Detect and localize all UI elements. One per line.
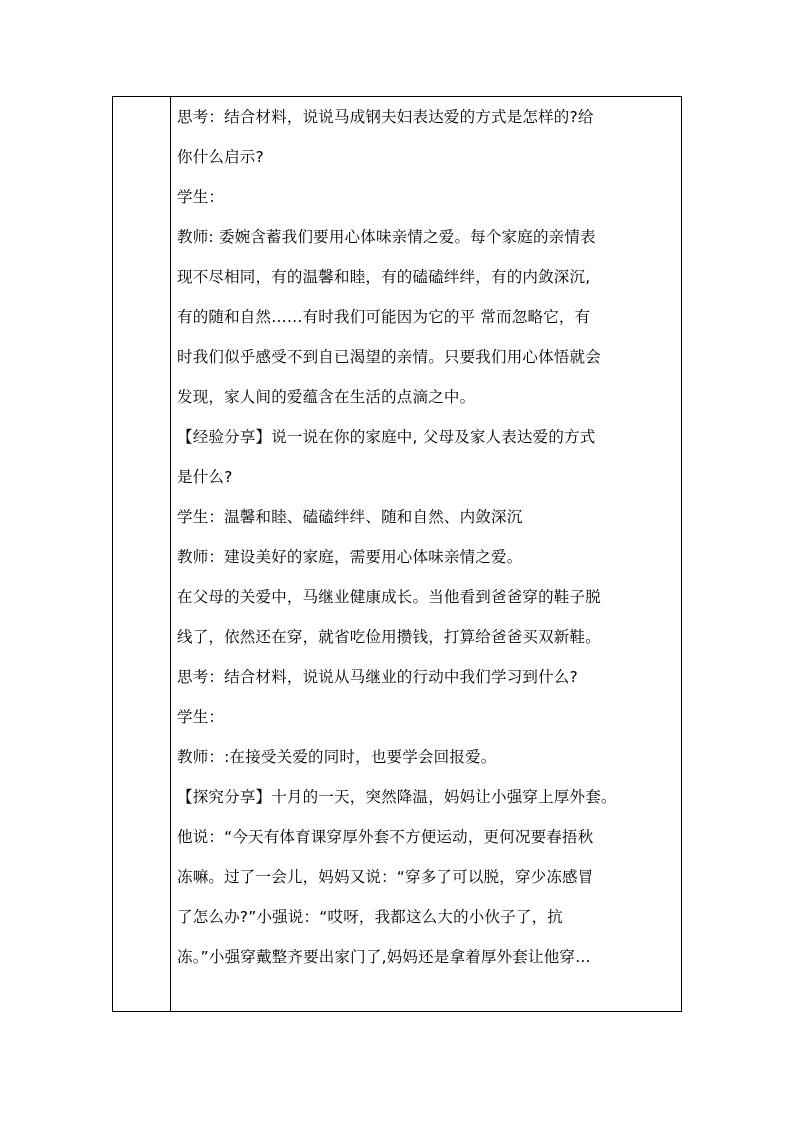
text-line: 冻嘛。过了一会儿，妈妈又说：“穿多了可以脱，穿少冻感冒 xyxy=(177,868,594,886)
text-line: 在父母的关爱中，马继业健康成长。当他看到爸爸穿的鞋子脱 xyxy=(177,588,601,606)
text-line: 教师：建设美好的家庭，需要用心体味亲情之爱。 xyxy=(177,548,523,566)
text-line: 发现，家人间的爱蕴含在生活的点滴之中。 xyxy=(177,388,476,406)
text-line: 是什么? xyxy=(177,468,233,486)
text-line: 【经验分享】说一说在你的家庭中, 父母及家人表达爱的方式 xyxy=(177,428,596,446)
text-line: 线了，依然还在穿，就省吃俭用攒钱，打算给爸爸买双新鞋。 xyxy=(177,628,601,646)
column-divider xyxy=(170,97,171,1011)
lesson-table xyxy=(112,96,682,1012)
text-line: 思考：结合材料，说说从马继业的行动中我们学习到什么? xyxy=(177,668,578,686)
text-line: 现不尽相同，有的温馨和睦，有的磕磕绊绊，有的内敛深沉, xyxy=(177,268,591,286)
text-line: 时我们似乎感受不到自已渴望的亲情。只要我们用心体悟就会 xyxy=(177,348,601,366)
text-line: 学生： xyxy=(177,708,225,726)
text-line: 你什么启示? xyxy=(177,148,264,166)
text-line: 了怎么办?”小强说：“哎呀，我都这么大的小伙子了，抗 xyxy=(177,908,563,926)
text-line: 他说：“今天有体育课穿厚外套不方便运动，更何况要春捂秋 xyxy=(177,828,594,846)
text-line: 有的随和自然……有时我们可能因为它的平 常而忽略它，有 xyxy=(177,308,591,326)
text-line: 学生： xyxy=(177,188,225,206)
text-line: 【探究分享】十月的一天，突然降温，妈妈让小强穿上厚外套。 xyxy=(177,788,617,806)
text-line: 教师: 委婉含蓄我们要用心体味亲情之爱。每个家庭的亲情表 xyxy=(177,228,596,246)
text-line: 冻。”小强穿戴整齐要出家门了,妈妈还是拿着厚外套让他穿… xyxy=(177,948,591,966)
text-line: 教师：:在接受关爱的同时，也要学会回报爱。 xyxy=(177,748,497,766)
text-line: 学生：温馨和睦、磕磕绊绊、随和自然、内敛深沉 xyxy=(177,508,523,526)
text-line: 思考：结合材料，说说马成钢夫妇表达爱的方式是怎样的?给 xyxy=(177,108,594,126)
lesson-content-cell xyxy=(177,97,677,977)
